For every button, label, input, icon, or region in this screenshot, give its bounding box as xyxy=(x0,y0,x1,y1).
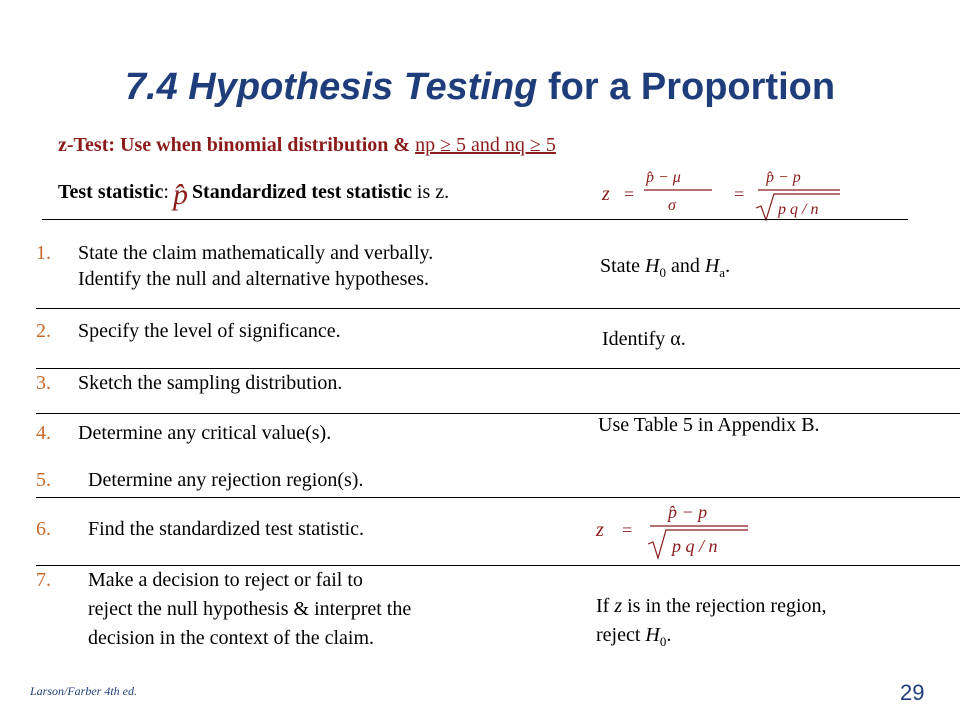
formula-eq-bottom: = xyxy=(622,520,633,540)
step-text: Determine any rejection region(s). xyxy=(88,469,364,491)
header-divider xyxy=(42,219,908,220)
formula-z: z xyxy=(602,183,610,205)
standardized-tail: is z. xyxy=(411,181,450,203)
step-1 xyxy=(36,240,433,292)
formula-num1: p̂ − μ xyxy=(646,169,681,186)
step-number: 1. xyxy=(36,242,51,264)
step-text: Determine any critical value(s). xyxy=(78,422,332,444)
step-text: decision in the context of the claim. xyxy=(88,627,375,649)
step-4 xyxy=(36,422,331,445)
p-hat-symbol: p̂ xyxy=(172,178,188,211)
step-2 xyxy=(36,320,341,343)
step-number: 5. xyxy=(36,469,51,491)
state-hypotheses: State $H_0$ and $H_a$. xyxy=(600,255,731,280)
step-6 xyxy=(36,518,364,541)
test-statistic-label: Test statistic xyxy=(58,181,164,203)
step-text: reject the null hypothesis & interpret the xyxy=(88,598,412,620)
step-text: State the claim mathematically and verbally. xyxy=(78,242,434,264)
z-formula-bottom xyxy=(590,496,760,566)
formula-num-bottom: p̂ − p xyxy=(668,502,708,522)
ztest-condition-text: np ≥ 5 and nq ≥ 5 xyxy=(415,134,556,156)
formula-eq1: = xyxy=(624,184,635,204)
standardized-label: Standardized test statistic xyxy=(191,181,412,203)
step-number: 6. xyxy=(36,518,51,540)
step-text: Specify the level of significance. xyxy=(78,320,341,342)
page-number: 29 xyxy=(900,680,925,705)
step-7 xyxy=(36,566,411,653)
slide-title xyxy=(0,66,960,109)
step-3 xyxy=(36,372,342,395)
footer-credit: Larson/Farber 4th ed. xyxy=(30,684,138,698)
step-text: Identify the null and alternative hypotheses. xyxy=(78,268,430,290)
identify-alpha: Identify α. xyxy=(602,328,686,350)
z-formula-top xyxy=(596,160,846,228)
step-text: Make a decision to reject or fail to xyxy=(88,569,363,591)
step-number: 2. xyxy=(36,320,51,342)
formula-eq2: = xyxy=(734,184,745,204)
formula-den2: p q / n xyxy=(778,201,819,218)
row-divider xyxy=(36,497,960,498)
title-italic-part: 7.4 Hypothesis Testing xyxy=(124,66,538,108)
ztest-condition xyxy=(58,134,556,157)
step-5 xyxy=(36,469,363,492)
test-statistic-line xyxy=(58,172,450,211)
step-number: 7. xyxy=(36,569,51,591)
table-reference: Use Table 5 in Appendix B. xyxy=(598,414,820,436)
ztest-label: z-Test: Use when binomial distribution & xyxy=(58,134,416,156)
row-divider xyxy=(36,368,960,369)
step-text: Find the standardized test statistic. xyxy=(88,518,365,540)
decision-note: If z is in the rejection region, reject $H_0$. xyxy=(596,595,827,649)
row-divider xyxy=(36,413,960,414)
title-plain-part: for a Proportion xyxy=(537,66,836,108)
colon: : xyxy=(163,181,169,203)
row-divider xyxy=(36,308,960,309)
step-text: Sketch the sampling distribution. xyxy=(78,372,343,394)
formula-den1: σ xyxy=(668,197,676,214)
step-number: 4. xyxy=(36,422,51,444)
formula-den-bottom: p q / n xyxy=(672,536,718,556)
step-number: 3. xyxy=(36,372,51,394)
formula-num2: p̂ − p xyxy=(766,169,801,186)
formula-z-bottom: z xyxy=(596,519,604,541)
